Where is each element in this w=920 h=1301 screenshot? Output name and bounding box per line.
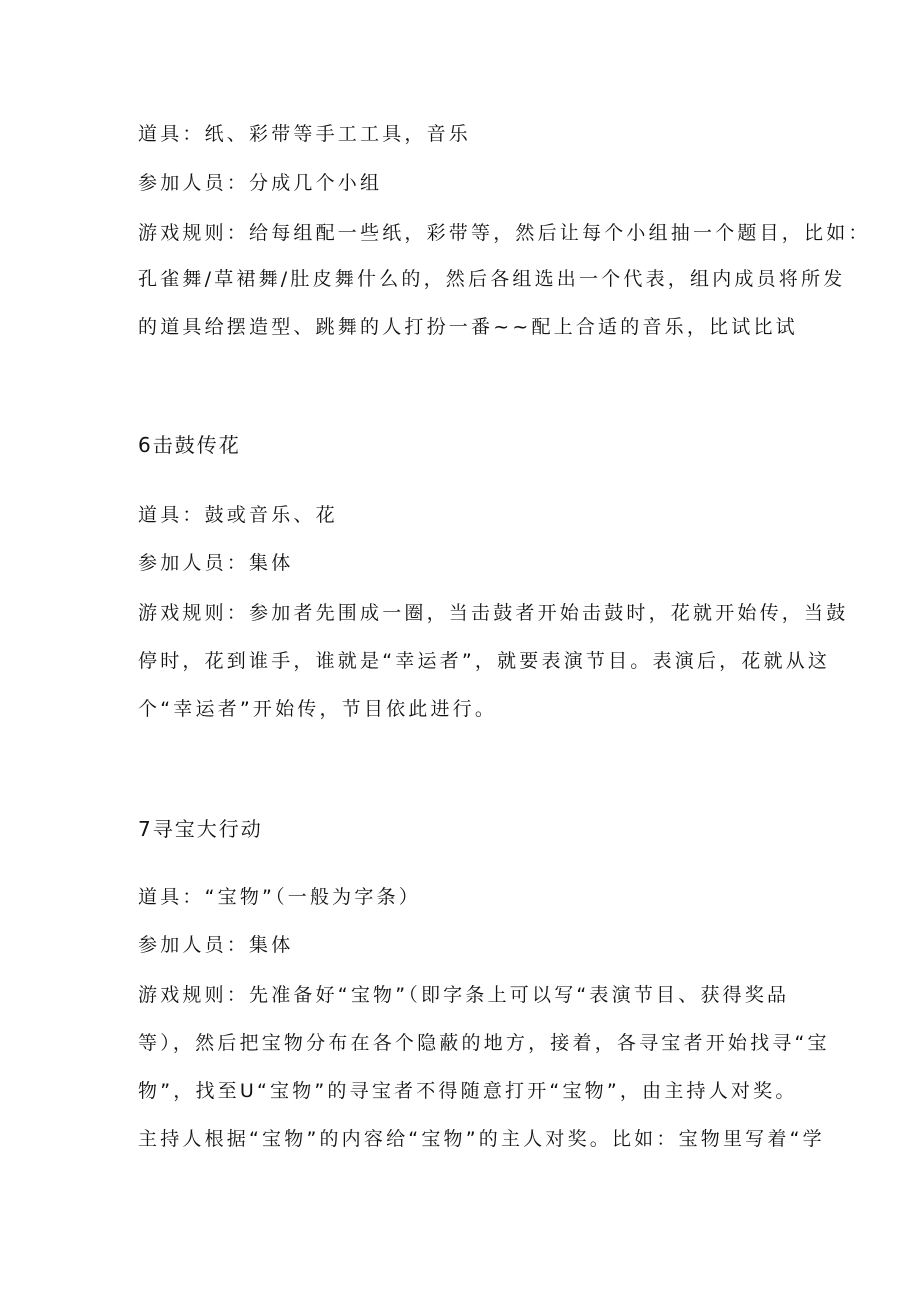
- section7-rules-line-4: 主持人根据“宝物”的内容给“宝物”的主人对奖。比如：宝物里写着“学: [138, 1128, 825, 1150]
- section6-title: 6击鼓传花: [138, 433, 241, 457]
- section5-props: 道具：纸、彩带等手工工具，音乐: [138, 123, 472, 145]
- section6-rules-line-2: 停时，花到谁手，谁就是“幸运者”，就要表演节目。表演后，花就从这: [138, 650, 831, 672]
- section5-participants: 参加人员：分成几个小组: [138, 172, 383, 194]
- section7-rules-line-1: 游戏规则：先准备好“宝物”（即字条上可以写“表演节目、获得奖品: [138, 984, 790, 1006]
- section6-props: 道具：鼓或音乐、花: [138, 504, 338, 526]
- section5-rules-line-2: 孔雀舞/草裙舞/肚皮舞什么的，然后各组选出一个代表，组内成员将所发: [138, 268, 846, 290]
- section5-rules-line-1: 游戏规则：给每组配一些纸，彩带等，然后让每个小组抽一个题目，比如：: [138, 222, 871, 244]
- section7-props: 道具：“宝物”（一般为字条）: [138, 886, 421, 908]
- section6-rules-line-3: 个“幸运者”开始传，节目依此进行。: [138, 698, 498, 720]
- section5-rules-line-3: 的道具给摆造型、跳舞的人打扮一番~~配上合适的音乐，比试比试: [138, 316, 798, 338]
- section7-participants: 参加人员：集体: [138, 934, 294, 956]
- section7-rules-line-2: 等），然后把宝物分布在各个隐蔽的地方，接着，各寻宝者开始找寻“宝: [138, 1032, 830, 1054]
- section7-rules-line-3: 物”，找至U“宝物”的寻宝者不得随意打开“宝物”，由主持人对奖。: [138, 1080, 798, 1102]
- section7-title: 7寻宝大行动: [138, 817, 263, 841]
- section6-participants: 参加人员：集体: [138, 552, 294, 574]
- section6-rules-line-1: 游戏规则：参加者先围成一圈，当击鼓者开始击鼓时，花就开始传，当鼓: [138, 602, 849, 624]
